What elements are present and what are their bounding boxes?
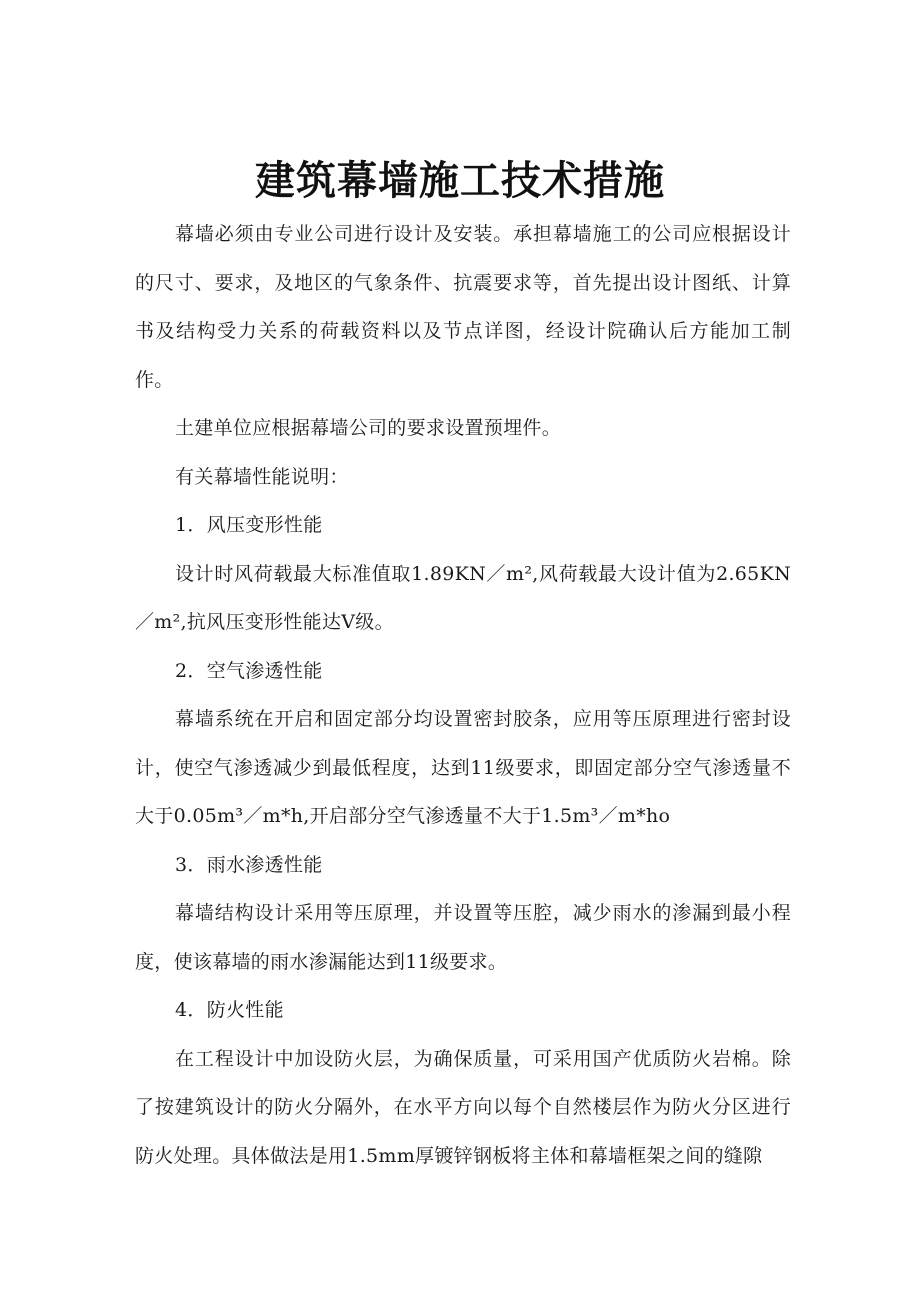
section-heading-rain-permeability: 3．雨水渗透性能 (175, 853, 323, 876)
paragraph: 幕墙结构设计采用等压原理，并设置等压腔，减少雨水的渗漏到最小程度，使该幕墙的雨水渗漏能达到11级要求。 (135, 902, 791, 973)
paragraph: 有关幕墙性能说明： (175, 465, 349, 488)
document-title: 建筑幕墙施工技术措施 (255, 156, 665, 204)
document-body (135, 210, 791, 1180)
section-heading-wind-pressure: 1．风压变形性能 (175, 514, 323, 536)
section-heading-air-permeability: 2．空气渗透性能 (175, 659, 323, 682)
paragraph: 幕墙系统在开启和固定部分均设置密封胶条，应用等压原理进行密封设计，使空气渗透减少到最低程度，达到11级要求，即固定部分空气渗透量不大于0.05m³／m*h,开启部分空气渗透量不大于1.5m³／m*ho (135, 708, 791, 827)
paragraph: 在工程设计中加设防火层，为确保质量，可采用国产优质防火岩棉。除了按建筑设计的防火分隔外，在水平方向以每个自然楼层作为防火分区进行防火处理。具体做法是用1.5mm厚镀锌钢板将主体和幕墙框架之间的缝隙 (135, 1047, 791, 1167)
paragraph: 设计时风荷载最大标准值取1.89KN／m²,风荷载最大设计值为2.65KN／m²,抗风压变形性能达V级。 (135, 562, 791, 633)
paragraph: 幕墙必须由专业公司进行设计及安装。承担幕墙施工的公司应根据设计的尺寸、要求，及地区的气象条件、抗震要求等，首先提出设计图纸、计算书及结构受力关系的荷载资料以及节点详图，经设计院确认后方能加工制作。 (135, 223, 791, 391)
section-heading-fire-performance: 4．防火性能 (175, 999, 284, 1021)
paragraph: 土建单位应根据幕墙公司的要求设置预埋件。 (175, 417, 562, 439)
